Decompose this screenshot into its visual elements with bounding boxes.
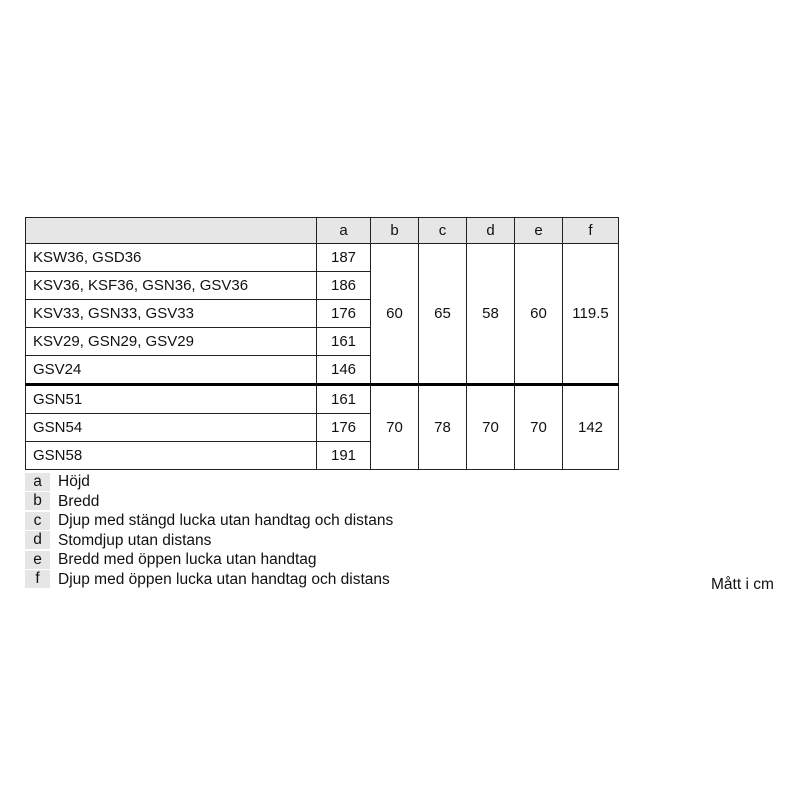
- legend-text: Djup med öppen lucka utan handtag och distans: [58, 570, 390, 588]
- shared-b-cell: 60: [371, 244, 419, 385]
- height-cell: 176: [317, 300, 371, 328]
- legend-text: Stomdjup utan distans: [58, 531, 212, 549]
- header-cell-model: [26, 218, 317, 244]
- legend-item: [25, 550, 393, 570]
- header-cell-b: b: [371, 218, 419, 244]
- header-cell-f: f: [563, 218, 619, 244]
- legend-item: [25, 531, 393, 551]
- legend-item: [25, 492, 393, 512]
- shared-f-cell: 119.5: [563, 244, 619, 385]
- legend-text: Bredd med öppen lucka utan handtag: [58, 551, 317, 568]
- shared-c-cell: 65: [419, 244, 467, 385]
- legend-key: d: [25, 531, 50, 549]
- legend-text: Höjd: [58, 473, 90, 490]
- shared-c-cell: 78: [419, 385, 467, 470]
- height-cell: 187: [317, 244, 371, 272]
- legend-item: [25, 472, 393, 492]
- legend-key: c: [25, 512, 50, 530]
- model-cell: GSN54: [26, 414, 317, 442]
- shared-f-cell: 142: [563, 385, 619, 470]
- model-cell: KSV36, KSF36, GSN36, GSV36: [26, 272, 317, 300]
- shared-e-cell: 70: [515, 385, 563, 470]
- model-cell: GSV24: [26, 356, 317, 385]
- header-cell-e: e: [515, 218, 563, 244]
- shared-d-cell: 70: [467, 385, 515, 470]
- header-cell-c: c: [419, 218, 467, 244]
- header-cell-d: d: [467, 218, 515, 244]
- shared-d-cell: 58: [467, 244, 515, 385]
- table-row: [26, 244, 619, 272]
- model-cell: KSV33, GSN33, GSV33: [26, 300, 317, 328]
- unit-note: Mått i cm: [711, 576, 774, 593]
- legend-item: [25, 511, 393, 531]
- height-cell: 191: [317, 442, 371, 470]
- height-cell: 161: [317, 328, 371, 356]
- table-header-row: [26, 218, 619, 244]
- height-cell: 161: [317, 385, 371, 414]
- legend-text: Bredd: [58, 492, 100, 510]
- legend-key: e: [25, 551, 50, 569]
- legend-key: a: [25, 473, 50, 491]
- height-cell: 176: [317, 414, 371, 442]
- model-cell: KSV29, GSN29, GSV29: [26, 328, 317, 356]
- shared-e-cell: 60: [515, 244, 563, 385]
- height-cell: 146: [317, 356, 371, 385]
- legend-text: Djup med stängd lucka utan handtag och distans: [58, 512, 394, 529]
- model-cell: GSN58: [26, 442, 317, 470]
- legend-item: [25, 570, 393, 590]
- header-cell-a: a: [317, 218, 371, 244]
- height-cell: 186: [317, 272, 371, 300]
- table-row: [26, 385, 619, 414]
- shared-b-cell: 70: [371, 385, 419, 470]
- legend: [25, 472, 393, 589]
- model-cell: KSW36, GSD36: [26, 244, 317, 272]
- legend-key: b: [25, 492, 50, 510]
- model-cell: GSN51: [26, 385, 317, 414]
- legend-key: f: [25, 570, 50, 588]
- dimensions-table: [25, 217, 619, 470]
